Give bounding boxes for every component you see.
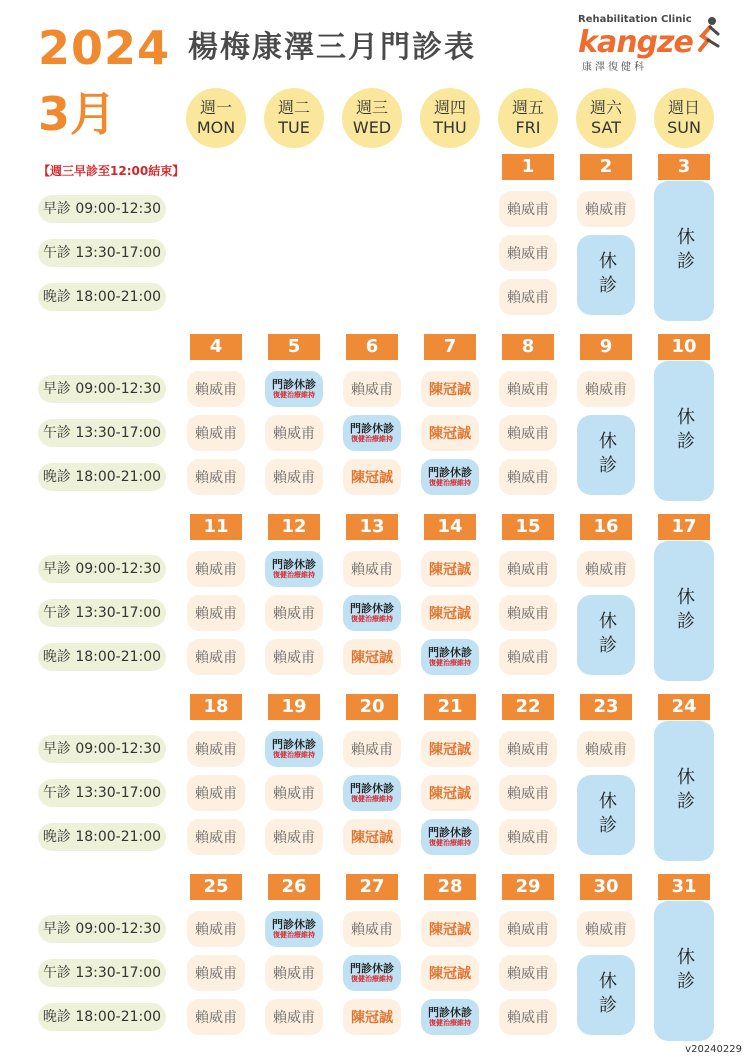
doctor-name: 賴威甫: [585, 562, 627, 578]
doctor-name: 陳冠誠: [351, 470, 393, 486]
month: 3月: [38, 87, 117, 141]
rest-label: 休診: [674, 767, 695, 815]
date-box: 18: [190, 694, 242, 720]
runner-icon: [692, 16, 722, 54]
rest-day-block: [654, 181, 714, 321]
doctor-name: 賴威甫: [585, 922, 627, 938]
schedule-cell: [187, 731, 245, 767]
doctor-name: 賴威甫: [273, 1010, 315, 1026]
rehab-continues-label: 復健治療維持: [351, 435, 393, 443]
rehab-continues-label: 復健治療維持: [351, 615, 393, 623]
schedule-cell: [499, 639, 557, 675]
doctor-name: 賴威甫: [507, 966, 549, 982]
doctor-name: 陳冠誠: [429, 742, 471, 758]
rehab-continues-label: 復健治療維持: [429, 479, 471, 487]
schedule-cell: [577, 371, 635, 407]
closed-label: 門診休診: [350, 782, 394, 795]
schedule-cell: [343, 371, 401, 407]
date-box: 23: [580, 694, 632, 720]
slot-label: 早診 09:00-12:30: [38, 375, 166, 403]
closed-label: 門診休診: [350, 602, 394, 615]
schedule-cell: [499, 279, 557, 315]
schedule-cell: [187, 371, 245, 407]
weekday-zh: 週六: [589, 98, 622, 117]
slot-label: 午診 13:30-17:00: [38, 599, 166, 627]
version-label: v20240229: [685, 1044, 742, 1055]
logo-subtitle: 康澤復健科: [582, 62, 647, 73]
rehab-continues-label: 復健治療維持: [273, 391, 315, 399]
schedule-cell: [499, 235, 557, 271]
doctor-name: 陳冠誠: [429, 382, 471, 398]
schedule-cell: [265, 775, 323, 811]
schedule-cell: [265, 415, 323, 451]
schedule-cell: [265, 819, 323, 855]
rest-label: 休診: [674, 587, 695, 635]
schedule-cell: [421, 371, 479, 407]
schedule-cell: [499, 191, 557, 227]
schedule-cell: [187, 415, 245, 451]
rest-label: 休診: [674, 407, 695, 455]
rest-day-block: [577, 415, 635, 495]
doctor-name: 陳冠誠: [351, 830, 393, 846]
weekday-header-wed: [342, 88, 402, 148]
year: 2024: [38, 21, 171, 75]
schedule-cell: [577, 911, 635, 947]
rest-label: 休診: [596, 431, 617, 479]
date-box: 15: [502, 514, 554, 540]
weekday-header-sat: [576, 88, 636, 148]
rest-label: 休診: [596, 251, 617, 299]
schedule-cell: [265, 955, 323, 991]
schedule-cell: [421, 731, 479, 767]
logo-wordmark: kangze: [578, 25, 693, 60]
closed-label: 門診休診: [350, 962, 394, 975]
schedule-cell: [343, 415, 401, 451]
weekday-zh: 週二: [277, 98, 310, 117]
schedule-cell: [265, 639, 323, 675]
date-box: 17: [658, 514, 710, 540]
schedule-cell: [499, 459, 557, 495]
schedule-cell: [343, 775, 401, 811]
date-box: 21: [424, 694, 476, 720]
schedule-cell: [343, 955, 401, 991]
rest-day-block: [577, 955, 635, 1035]
doctor-name: 賴威甫: [351, 922, 393, 938]
doctor-name: 賴威甫: [507, 562, 549, 578]
schedule-cell: [499, 415, 557, 451]
date-box: 14: [424, 514, 476, 540]
doctor-name: 賴威甫: [507, 470, 549, 486]
date-box: 24: [658, 694, 710, 720]
schedule-cell: [265, 595, 323, 631]
weekday-zh: 週一: [199, 98, 232, 117]
date-box: 29: [502, 874, 554, 900]
weekday-en: MON: [196, 118, 236, 137]
doctor-name: 賴威甫: [273, 606, 315, 622]
weekday-en: SAT: [591, 118, 621, 137]
schedule-cell: [499, 371, 557, 407]
doctor-name: 賴威甫: [585, 382, 627, 398]
closed-label: 門診休診: [428, 466, 472, 479]
doctor-name: 賴威甫: [195, 1010, 237, 1026]
date-box: 10: [658, 334, 710, 360]
doctor-name: 賴威甫: [507, 606, 549, 622]
slot-label: 晚診 18:00-21:00: [38, 823, 166, 851]
schedule-cell: [421, 999, 479, 1035]
schedule-cell: [265, 459, 323, 495]
schedule-cell: [187, 639, 245, 675]
rehab-continues-label: 復健治療維持: [351, 975, 393, 983]
doctor-name: 賴威甫: [507, 922, 549, 938]
date-box: 28: [424, 874, 476, 900]
schedule-cell: [187, 955, 245, 991]
weekday-zh: 週日: [667, 98, 700, 117]
rehab-continues-label: 復健治療維持: [429, 659, 471, 667]
rest-day-block: [654, 541, 714, 681]
closed-label: 門診休診: [428, 646, 472, 659]
doctor-name: 陳冠誠: [429, 426, 471, 442]
doctor-name: 賴威甫: [507, 650, 549, 666]
doctor-name: 賴威甫: [195, 606, 237, 622]
schedule-cell: [187, 819, 245, 855]
doctor-name: 賴威甫: [195, 830, 237, 846]
rest-label: 休診: [674, 947, 695, 995]
slot-label: 晚診 18:00-21:00: [38, 643, 166, 671]
date-box: 3: [658, 154, 710, 180]
doctor-name: 賴威甫: [507, 830, 549, 846]
closed-label: 門診休診: [272, 738, 316, 751]
rest-day-block: [654, 361, 714, 501]
doctor-name: 陳冠誠: [429, 786, 471, 802]
doctor-name: 賴威甫: [273, 650, 315, 666]
weekday-en: WED: [352, 118, 392, 137]
weekday-en: SUN: [667, 118, 701, 137]
schedule-cell: [421, 775, 479, 811]
rehab-continues-label: 復健治療維持: [273, 751, 315, 759]
date-box: 11: [190, 514, 242, 540]
doctor-name: 賴威甫: [195, 742, 237, 758]
closed-label: 門診休診: [272, 918, 316, 931]
doctor-name: 賴威甫: [507, 742, 549, 758]
slot-label: 晚診 18:00-21:00: [38, 463, 166, 491]
date-box: 12: [268, 514, 320, 540]
doctor-name: 賴威甫: [195, 562, 237, 578]
doctor-name: 賴威甫: [507, 202, 549, 218]
doctor-name: 賴威甫: [273, 786, 315, 802]
schedule-cell: [343, 911, 401, 947]
date-box: 1: [502, 154, 554, 180]
date-box: 13: [346, 514, 398, 540]
schedule-cell: [343, 639, 401, 675]
date-box: 8: [502, 334, 554, 360]
slot-label: 晚診 18:00-21:00: [38, 283, 166, 311]
slot-label: 午診 13:30-17:00: [38, 239, 166, 267]
closed-label: 門診休診: [272, 558, 316, 571]
rehab-continues-label: 復健治療維持: [273, 931, 315, 939]
schedule-cell: [577, 551, 635, 587]
date-box: 31: [658, 874, 710, 900]
doctor-name: 賴威甫: [351, 382, 393, 398]
doctor-name: 賴威甫: [507, 246, 549, 262]
schedule-cell: [421, 415, 479, 451]
date-box: 4: [190, 334, 242, 360]
date-box: 27: [346, 874, 398, 900]
schedule-cell: [499, 911, 557, 947]
schedule-cell: [187, 551, 245, 587]
schedule-cell: [499, 819, 557, 855]
weekday-header-tue: [264, 88, 324, 148]
weekday-en: TUE: [278, 118, 310, 137]
slot-label: 早診 09:00-12:30: [38, 555, 166, 583]
schedule-cell: [499, 999, 557, 1035]
doctor-name: 賴威甫: [585, 202, 627, 218]
doctor-name: 賴威甫: [273, 830, 315, 846]
rest-label: 休診: [596, 791, 617, 839]
doctor-name: 陳冠誠: [429, 606, 471, 622]
doctor-name: 賴威甫: [195, 382, 237, 398]
schedule-cell: [187, 459, 245, 495]
rest-day-block: [654, 901, 714, 1041]
doctor-name: 賴威甫: [351, 742, 393, 758]
doctor-name: 陳冠誠: [429, 966, 471, 982]
schedule-cell: [187, 999, 245, 1035]
date-box: 25: [190, 874, 242, 900]
doctor-name: 陳冠誠: [351, 1010, 393, 1026]
schedule-cell: [187, 911, 245, 947]
slot-label: 午診 13:30-17:00: [38, 779, 166, 807]
schedule-cell: [265, 999, 323, 1035]
closed-label: 門診休診: [428, 1006, 472, 1019]
rest-day-block: [654, 721, 714, 861]
slot-label: 午診 13:30-17:00: [38, 959, 166, 987]
schedule-cell: [343, 731, 401, 767]
closed-label: 門診休診: [350, 422, 394, 435]
date-box: 26: [268, 874, 320, 900]
slot-label: 早診 09:00-12:30: [38, 735, 166, 763]
rest-day-block: [577, 595, 635, 675]
schedule-cell: [187, 775, 245, 811]
slot-label: 午診 13:30-17:00: [38, 419, 166, 447]
schedule-cell: [499, 775, 557, 811]
schedule-cell: [343, 595, 401, 631]
schedule-cell: [499, 595, 557, 631]
schedule-cell: [187, 595, 245, 631]
schedule-cell: [265, 911, 323, 947]
doctor-name: 陳冠誠: [429, 922, 471, 938]
schedule-cell: [499, 731, 557, 767]
date-box: 9: [580, 334, 632, 360]
rest-day-block: [577, 235, 635, 315]
weekday-header-fri: [498, 88, 558, 148]
date-box: 2: [580, 154, 632, 180]
schedule-cell: [421, 955, 479, 991]
weekday-header-thu: [420, 88, 480, 148]
date-box: 16: [580, 514, 632, 540]
rest-label: 休診: [596, 971, 617, 1019]
schedule-cell: [421, 639, 479, 675]
rest-label: 休診: [674, 227, 695, 275]
schedule-cell: [421, 551, 479, 587]
schedule-cell: [343, 551, 401, 587]
weekday-header-mon: [186, 88, 246, 148]
date-box: 30: [580, 874, 632, 900]
slot-label: 早診 09:00-12:30: [38, 915, 166, 943]
page-title: 楊梅康澤三月門診表: [188, 30, 476, 65]
closed-label: 門診休診: [428, 826, 472, 839]
doctor-name: 賴威甫: [273, 470, 315, 486]
doctor-name: 賴威甫: [195, 470, 237, 486]
schedule-cell: [343, 459, 401, 495]
date-box: 22: [502, 694, 554, 720]
doctor-name: 陳冠誠: [351, 650, 393, 666]
slot-label: 早診 09:00-12:30: [38, 195, 166, 223]
rehab-continues-label: 復健治療維持: [429, 1019, 471, 1027]
schedule-cell: [499, 551, 557, 587]
doctor-name: 賴威甫: [507, 290, 549, 306]
schedule-cell: [265, 551, 323, 587]
date-box: 5: [268, 334, 320, 360]
doctor-name: 賴威甫: [195, 426, 237, 442]
schedule-cell: [265, 731, 323, 767]
doctor-name: 賴威甫: [195, 650, 237, 666]
doctor-name: 賴威甫: [507, 786, 549, 802]
rest-day-block: [577, 775, 635, 855]
doctor-name: 賴威甫: [273, 426, 315, 442]
doctor-name: 賴威甫: [273, 966, 315, 982]
weekday-zh: 週三: [355, 98, 388, 117]
rehab-continues-label: 復健治療維持: [273, 571, 315, 579]
doctor-name: 賴威甫: [351, 562, 393, 578]
schedule-cell: [577, 731, 635, 767]
weekday-en: FRI: [515, 118, 541, 137]
doctor-name: 賴威甫: [195, 786, 237, 802]
schedule-cell: [265, 371, 323, 407]
doctor-name: 賴威甫: [507, 382, 549, 398]
doctor-name: 陳冠誠: [429, 562, 471, 578]
weekday-header-sun: [654, 88, 714, 148]
weekday-zh: 週五: [511, 98, 544, 117]
schedule-cell: [577, 191, 635, 227]
clinic-logo: [578, 14, 718, 72]
schedule-cell: [421, 459, 479, 495]
doctor-name: 賴威甫: [585, 742, 627, 758]
rest-label: 休診: [596, 611, 617, 659]
wednesday-note: 【週三早診至12:00結束】: [38, 164, 185, 178]
doctor-name: 賴威甫: [195, 922, 237, 938]
slot-label: 晚診 18:00-21:00: [38, 1003, 166, 1031]
weekday-zh: 週四: [433, 98, 466, 117]
rehab-continues-label: 復健治療維持: [429, 839, 471, 847]
closed-label: 門診休診: [272, 378, 316, 391]
schedule-cell: [343, 819, 401, 855]
date-box: 19: [268, 694, 320, 720]
weekday-en: THU: [433, 118, 467, 137]
doctor-name: 賴威甫: [507, 1010, 549, 1026]
date-box: 7: [424, 334, 476, 360]
date-box: 20: [346, 694, 398, 720]
schedule-cell: [421, 819, 479, 855]
rehab-continues-label: 復健治療維持: [351, 795, 393, 803]
date-box: 6: [346, 334, 398, 360]
logo-tagline: Rehabilitation Clinic: [578, 14, 692, 25]
doctor-name: 賴威甫: [195, 966, 237, 982]
schedule-cell: [421, 911, 479, 947]
schedule-cell: [421, 595, 479, 631]
doctor-name: 賴威甫: [507, 426, 549, 442]
schedule-cell: [343, 999, 401, 1035]
schedule-cell: [499, 955, 557, 991]
